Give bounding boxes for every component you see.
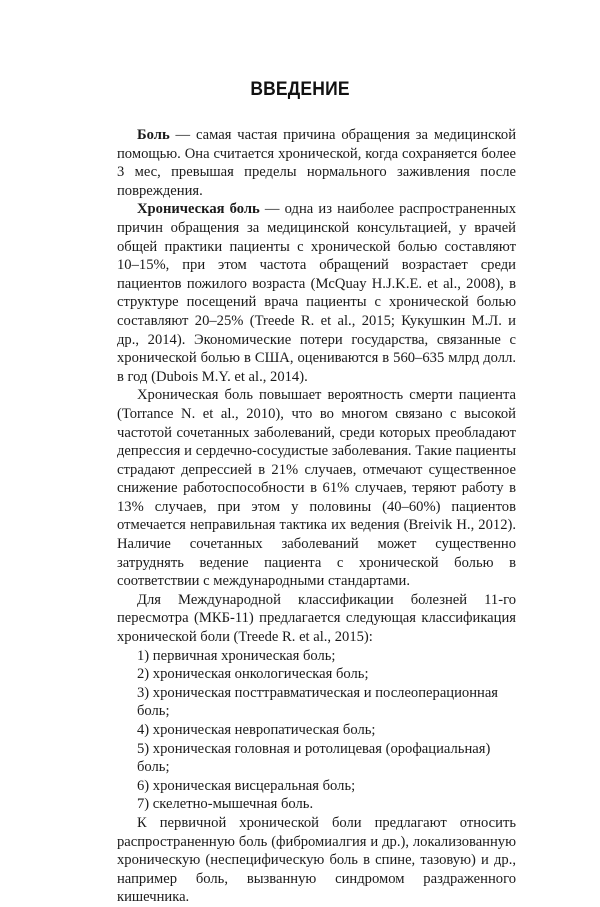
paragraph-mortality: Хроническая боль повышает вероятность смерти пациента (Torrance N. et al., 2010), что во многом связано с высокой частотой сочетанных заболеваний, среди которых преобладают депрессия и сердечно-сосудистые заболевания. Такие пациенты страдают депрессией в 21% случаев, отмечают существенное снижение работоспособности в 61% случаев, теряют работу в 13% случаев, при этом у половины (40–60%) пациентов отмечается неправильная тактика их ведения (Breivik H., 2012). Наличие сочетанных заболеваний может существенно затруднять ведение пациента с хронической болью в соответствии с международными стандартами. — [117, 387, 516, 590]
list-item: 4) хроническая невропатическая боль; — [137, 722, 376, 738]
list-item: 3) хроническая посттравматическая и послеоперационная боль; — [137, 684, 499, 720]
paragraph-text: — самая частая причина обращения за медицинской помощью. Она считается хронической, когда сохраняется более 3 мес, превышая пределы нормального заживления после повреждения. — [117, 127, 516, 199]
paragraph-icd11-intro: Для Международной классификации болезней 11-го пересмотра (МКБ-11) предлагается следующая классификация хронической боли (Treede R. et al., 2015): — [117, 591, 516, 646]
paragraph-text: — одна из наиболее распространенных причин обращения за медицинской консультацией, у врачей общей практики пациенты с хронической болью составляют 10–15%, при этом частота обращений возрастает среди пациентов пожилого возраста (McQuay H.J.K.E. et al., 2008), в структуре посещений врача пациенты с хронической болью составляют 20–25% (Treede R. et al., 2015; Кукушкин М.Л. и др., 2014). Экономические потери государства, связанные с хронической болью в США, оцениваются в 560–635 млрд долл. в год (Dubois M.Y. et al., 2014). — [117, 201, 516, 385]
list-item: 7) скелетно-мышечная боль. — [137, 796, 314, 813]
chapter-title: ВВЕДЕНИЕ — [250, 79, 350, 100]
list-item: 2) хроническая онкологическая боль; — [137, 666, 369, 683]
paragraph-pain-definition — [117, 126, 516, 200]
paragraph-primary-chronic-pain: К первичной хронической боли предлагают относить распространенную боль (фибромиалгия и др.), локализованную хроническую (неспецифическую боль в спине, тазовую) и др., например боль, вызванную синдромом раздраженного кишечника. — [117, 814, 516, 906]
chapter-body — [117, 126, 516, 907]
list-item: 6) хроническая висцеральная боль; — [137, 777, 356, 794]
term-chronic-pain: Хроническая боль — [137, 201, 260, 218]
classification-list — [117, 647, 516, 814]
list-item: 5) хроническая головная и ротолицевая (орофациальная) боль; — [137, 740, 491, 776]
term-pain: Боль — [137, 127, 170, 143]
paragraph-chronic-pain — [117, 200, 516, 386]
list-item: 1) первичная хроническая боль; — [137, 647, 336, 664]
